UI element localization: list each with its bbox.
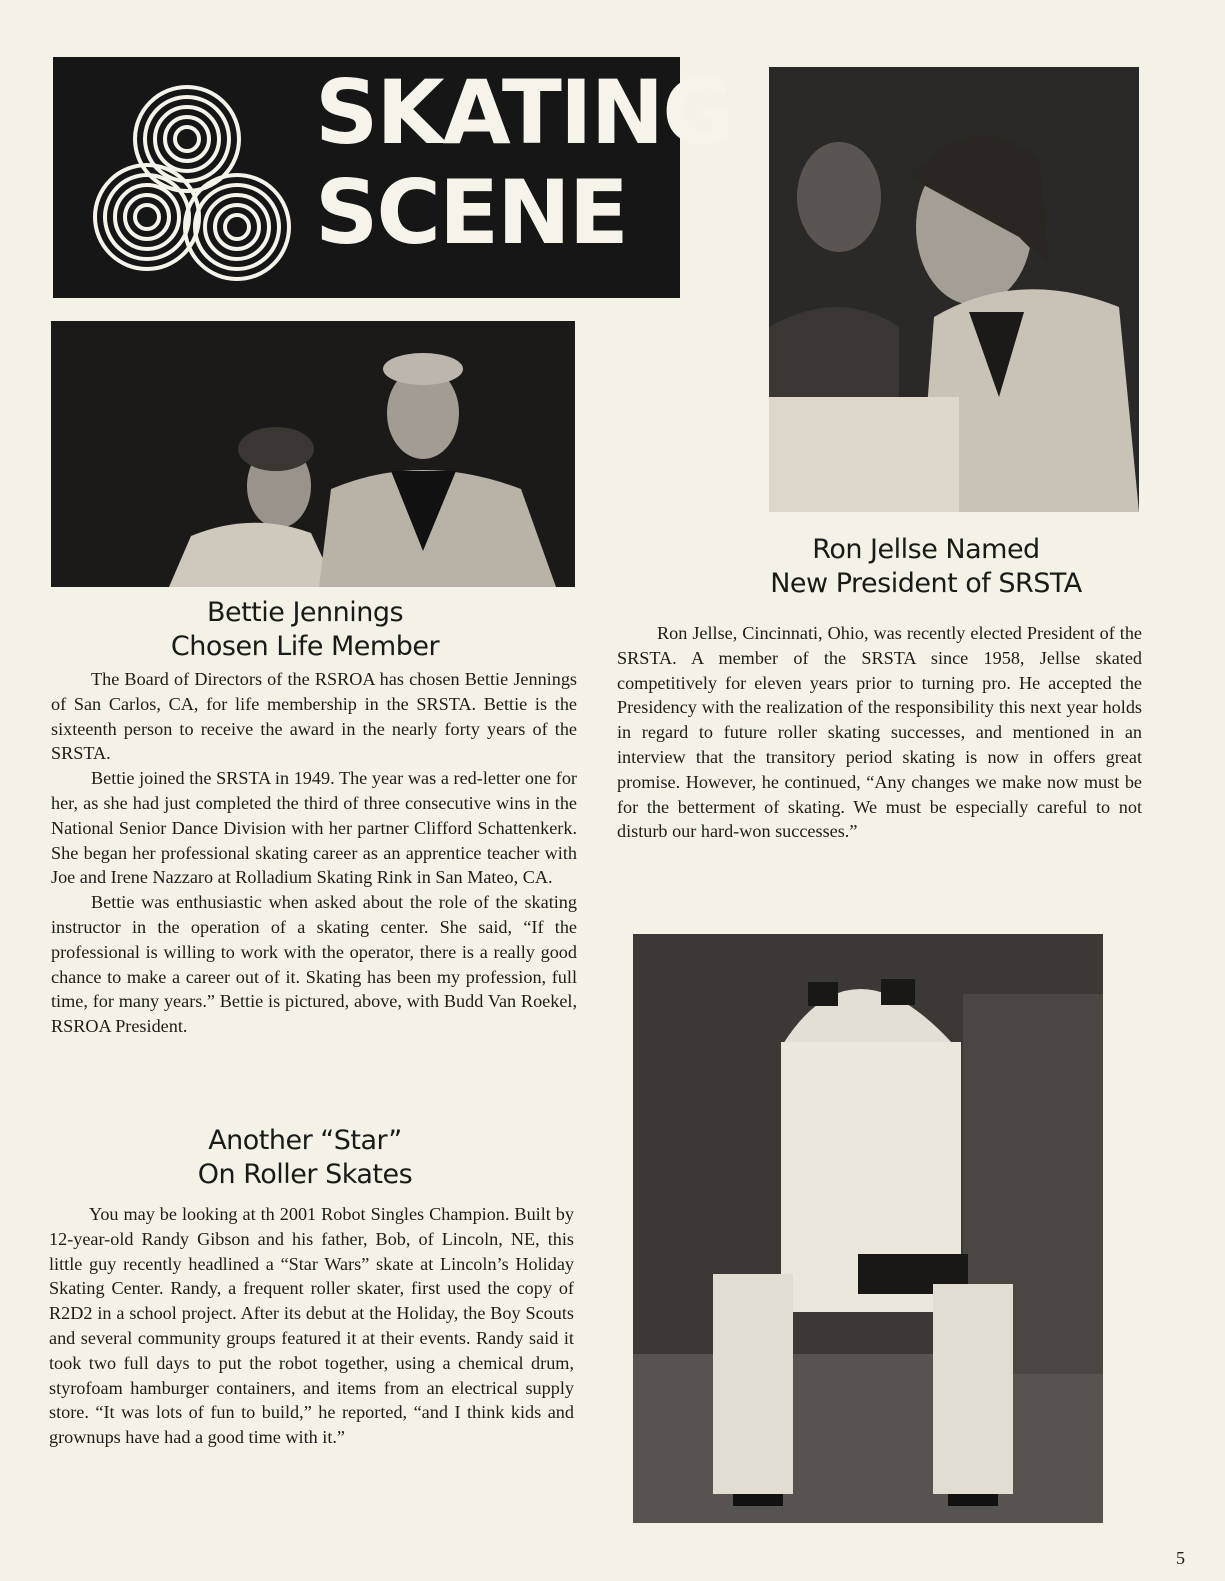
jennings-headline <box>120 596 490 664</box>
star-headline-line2: On Roller Skates <box>197 1159 413 1190</box>
paragraph: The Board of Directors of the RSROA has chosen Bettie Jennings of San Carlos, CA, for life membership in the SRSTA. Bettie is the sixteenth person to receive the award in the nearly forty years of the SRSTA. <box>51 669 577 764</box>
jennings-headline-line2: Chosen Life Member <box>170 631 440 662</box>
star-headline <box>120 1124 490 1192</box>
jellse-headline-line1: Ron Jellse Named <box>812 534 1040 565</box>
jennings-headline-line1: Bettie Jennings <box>206 597 404 628</box>
masthead <box>53 57 733 298</box>
jellse-headline-line2: New President of SRSTA <box>770 568 1082 599</box>
paragraph: Ron Jellse, Cincinnati, Ohio, was recently elected President of the SRSTA. A member of the SRSTA since 1958, Jellse skated competitively for eleven years prior to turning pro. He accepted the Presidency with the realization of the responsibility this next year holds in regard to future roller skating successes, and mentioned in an interview that the transitory period skating is now in offers great promise. However, he continued, “Any changes we make now must be for the betterment of skating. We must be especially careful to not disturb our hard-won successes.” <box>617 623 1142 842</box>
masthead-line1: SKATING <box>315 61 733 164</box>
jellse-photo <box>769 67 1139 512</box>
paragraph: You may be looking at th 2001 Robot Singles Champion. Built by 12-year-old Randy Gibson and his father, Bob, of Lincoln, NE, this little guy recently headlined a “Star Wars” skate at Lincoln’s Holiday Skating Center. Randy, a frequent roller skater, first used the copy of R2D2 in a school project. After its debut at the Holiday, the Boy Scouts and several community groups featured it at their events. Randy said it took two full days to put the robot together, using a chemical drum, styrofoam hamburger containers, and items from an electrical supply store. “It was lots of fun to build,” he reported, “and I think kids and grownups have had a good time with it.” <box>49 1204 574 1448</box>
jennings-article-body <box>51 667 577 1039</box>
star-article-body <box>49 1202 574 1450</box>
triple-swirl-logo-icon <box>87 77 307 287</box>
masthead-line2: SCENE <box>315 161 627 264</box>
jennings-photo <box>51 321 575 587</box>
masthead-title <box>315 63 733 263</box>
jellse-headline <box>740 533 1112 601</box>
paragraph: Bettie joined the SRSTA in 1949. The year was a red-letter one for her, as she had just completed the third of three consecutive wins in the National Senior Dance Division with her partner Clifford Schattenkerk. She began her professional skating career as an apprentice teacher with Joe and Irene Nazzaro at Rolladium Skating Rink in San Mateo, CA. <box>51 768 577 888</box>
photo-ron-jellse-icon <box>769 67 1139 512</box>
jellse-article-body <box>617 621 1142 844</box>
robot-photo <box>633 934 1103 1523</box>
photo-r2d2-robot-icon <box>633 934 1103 1523</box>
paragraph: Bettie was enthusiastic when asked about the role of the skating instructor in the operation of a skating center. She said, “If the professional is willing to work with the operator, there is a really good chance to make a career out of it. Skating has been my profession, full time, for many years.” Bettie is pictured, above, with Budd Van Roekel, RSROA President. <box>51 892 577 1037</box>
photo-bettie-jennings-budd-van-roekel-icon <box>51 321 575 587</box>
star-headline-line1: Another “Star” <box>208 1125 402 1156</box>
page-number: 5 <box>1176 1548 1185 1568</box>
